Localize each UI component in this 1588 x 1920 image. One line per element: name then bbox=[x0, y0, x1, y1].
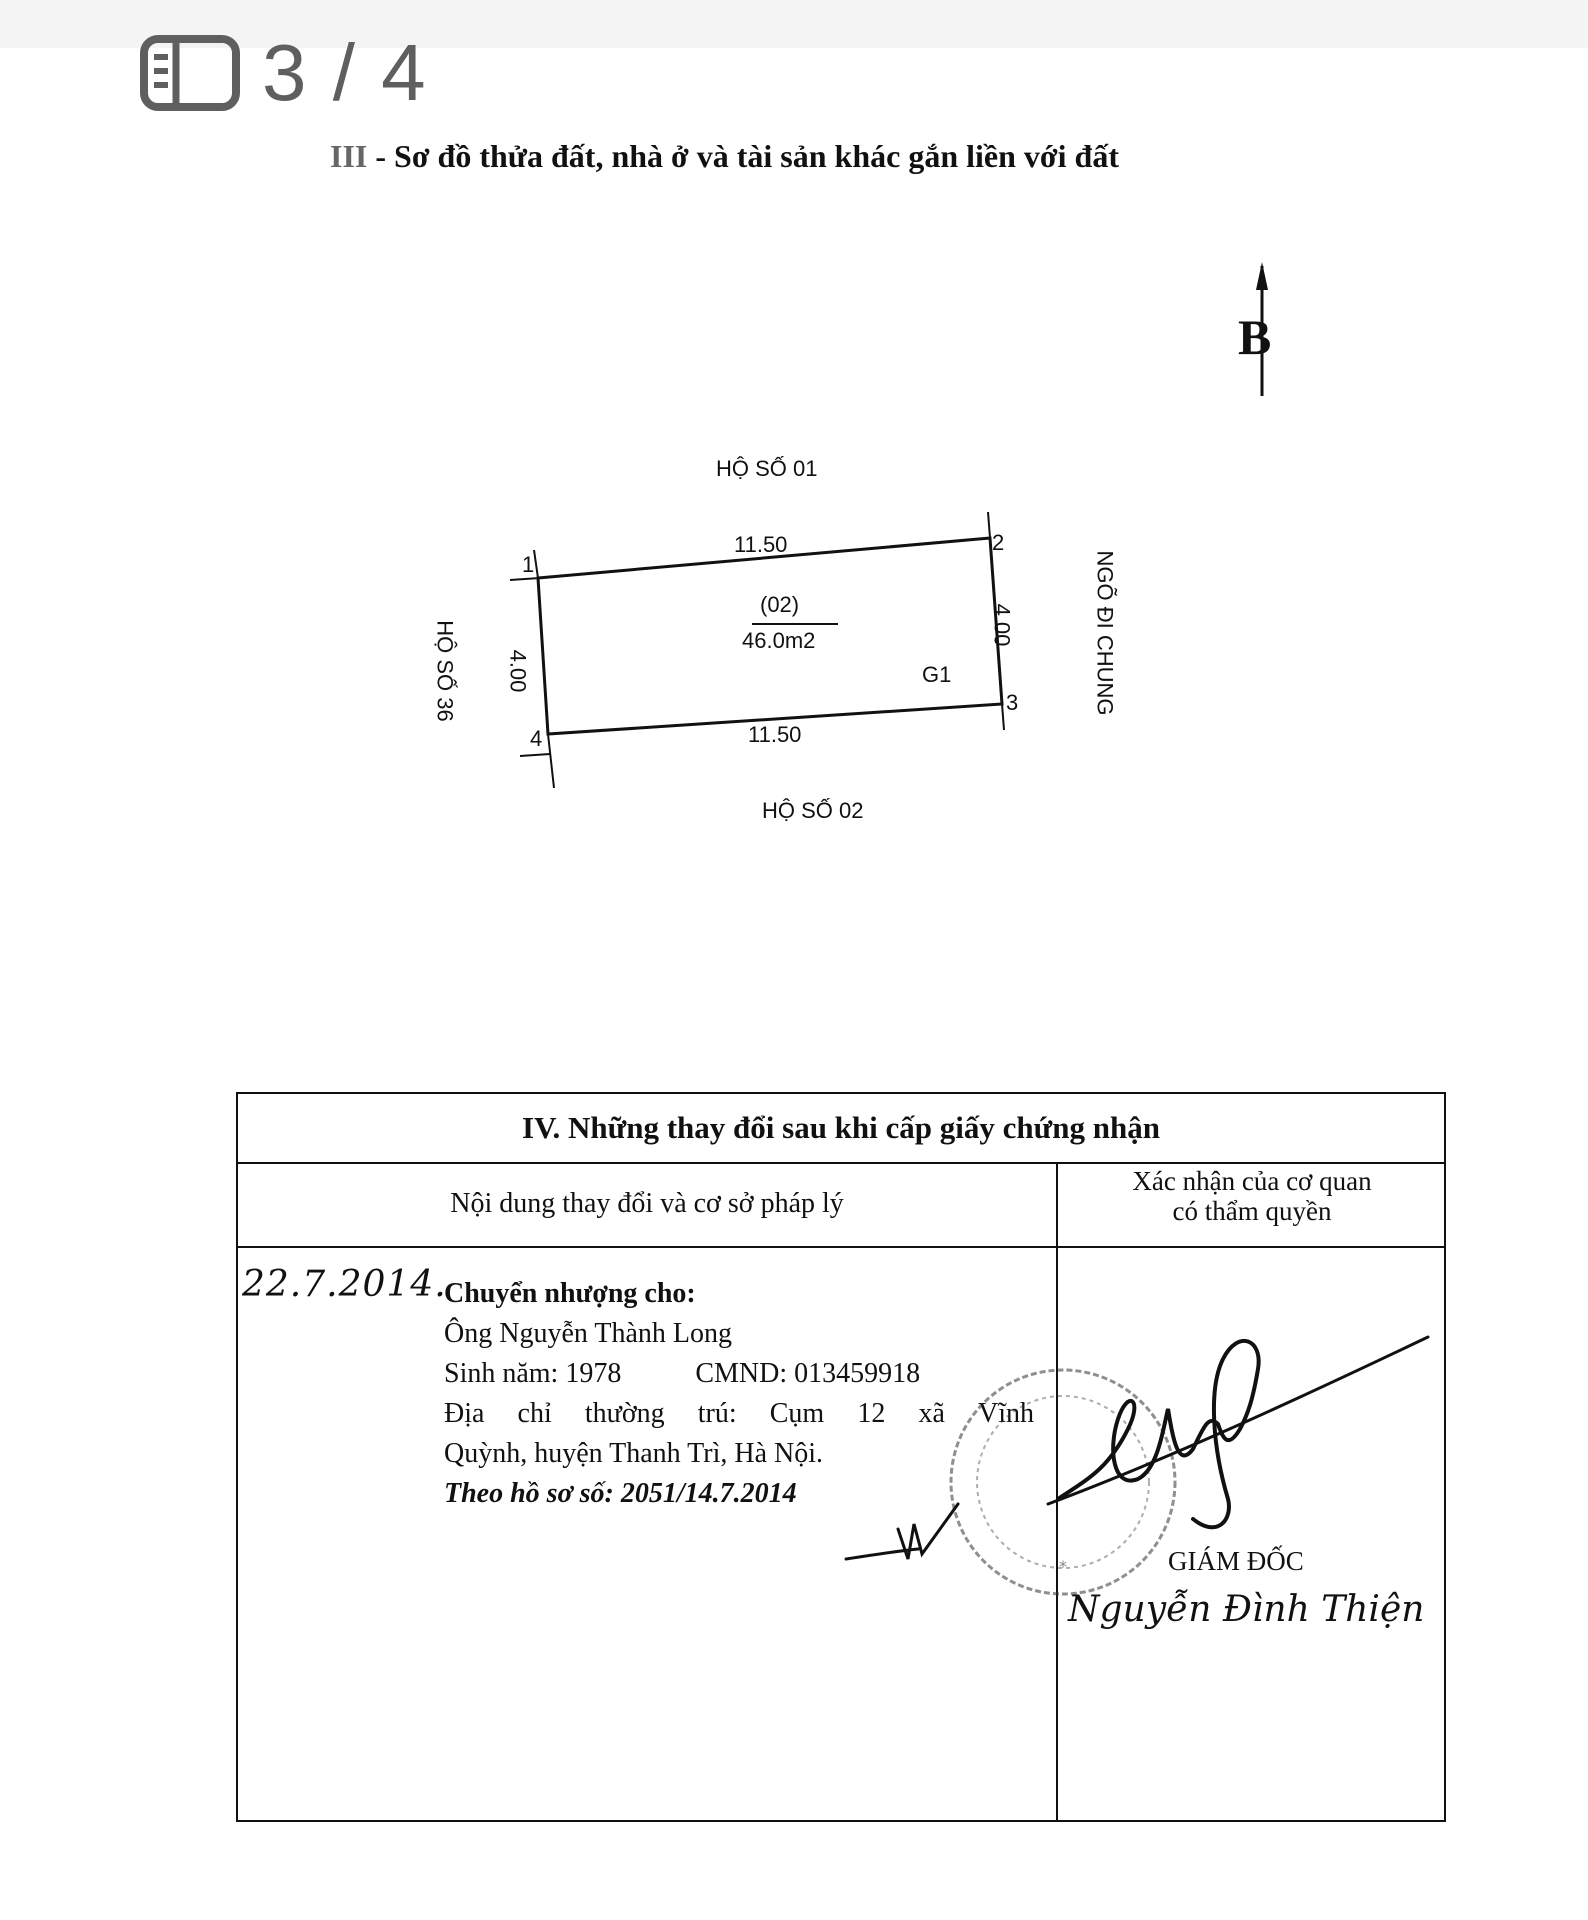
address-word: chỉ bbox=[517, 1398, 552, 1429]
entry-record-number: Theo hồ sơ số: 2051/14.7.2014 bbox=[444, 1478, 797, 1509]
address-word: trú: bbox=[697, 1398, 737, 1429]
parcel-number: (02) bbox=[760, 592, 800, 617]
neighbor-right-label: NGÕ ĐI CHUNG bbox=[1092, 550, 1118, 716]
section-3-number: III bbox=[330, 138, 368, 174]
signer-name: Nguyễn Đình Thiện bbox=[1068, 1589, 1425, 1630]
parcel-area: 46.0m2 bbox=[742, 628, 816, 653]
edge-left-length: 4.00 bbox=[505, 649, 531, 693]
initials-mark bbox=[838, 1499, 968, 1579]
corner-3-tick-v bbox=[1002, 704, 1004, 730]
entry-person: Ông Nguyễn Thành Long bbox=[444, 1318, 732, 1349]
vertex-1-label: 1 bbox=[522, 552, 535, 577]
col-authority-header-line1: Xác nhận của cơ quan bbox=[1132, 1166, 1372, 1196]
edge-bottom-length: 11.50 bbox=[748, 722, 802, 747]
address-word: 12 bbox=[857, 1398, 886, 1429]
vertex-4-label: 4 bbox=[530, 726, 543, 751]
vertex-2-label: 2 bbox=[992, 530, 1005, 555]
north-arrow-head bbox=[1256, 262, 1268, 290]
col-content-header: Nội dung thay đổi và cơ sở pháp lý bbox=[450, 1188, 844, 1219]
neighbor-bottom-label: HỘ SỐ 02 bbox=[762, 798, 864, 823]
neighbor-left-label: HỘ SỐ 36 bbox=[432, 620, 458, 722]
page-counter: 3 / 4 bbox=[262, 28, 428, 117]
entry-address-line2: Quỳnh, huyện Thanh Trì, Hà Nội. bbox=[444, 1438, 824, 1469]
table-header-row bbox=[238, 1162, 1444, 1248]
entry-heading: Chuyển nhượng cho: bbox=[444, 1278, 696, 1309]
svg-text:*: * bbox=[1059, 1557, 1067, 1576]
signer-title: GIÁM ĐỐC bbox=[1168, 1546, 1304, 1576]
address-word: Địa bbox=[444, 1398, 485, 1429]
vertex-3-label: 3 bbox=[1006, 690, 1019, 715]
neighbor-top-label: HỘ SỐ 01 bbox=[716, 456, 818, 481]
edge-right-length: 4.00 bbox=[989, 603, 1015, 647]
address-word: Cụm bbox=[769, 1398, 825, 1429]
corner-1-tick-v bbox=[534, 550, 538, 578]
col-authority-header bbox=[1058, 1166, 1446, 1246]
section-3-heading: - Sơ đồ thửa đất, nhà ở và tài sản khác gắn liền với đất bbox=[375, 138, 1119, 174]
address-word: Vĩnh bbox=[977, 1398, 1034, 1429]
north-label: B bbox=[1238, 309, 1272, 365]
address-word: thường bbox=[584, 1398, 665, 1429]
parcel-marker: G1 bbox=[922, 662, 952, 687]
entry-birth: Sinh năm: 1978 bbox=[444, 1358, 622, 1389]
corner-4-tick-h bbox=[520, 754, 550, 756]
section-4-title: IV. Những thay đổi sau khi cấp giấy chứng nhận bbox=[238, 1094, 1444, 1164]
official-signature bbox=[1018, 1329, 1438, 1559]
address-word: xã bbox=[918, 1398, 945, 1429]
corner-2-tick-v bbox=[988, 512, 990, 538]
corner-4-tick-v bbox=[548, 734, 554, 788]
changes-table bbox=[236, 1092, 1446, 1822]
entry-id: CMND: 013459918 bbox=[695, 1358, 921, 1389]
col-authority-header-line2: có thẩm quyền bbox=[1172, 1196, 1332, 1226]
corner-1-tick-h bbox=[510, 578, 540, 580]
edge-top-length: 11.50 bbox=[734, 532, 788, 557]
entry-date-handwritten: 22.7.2014. bbox=[242, 1264, 447, 1305]
